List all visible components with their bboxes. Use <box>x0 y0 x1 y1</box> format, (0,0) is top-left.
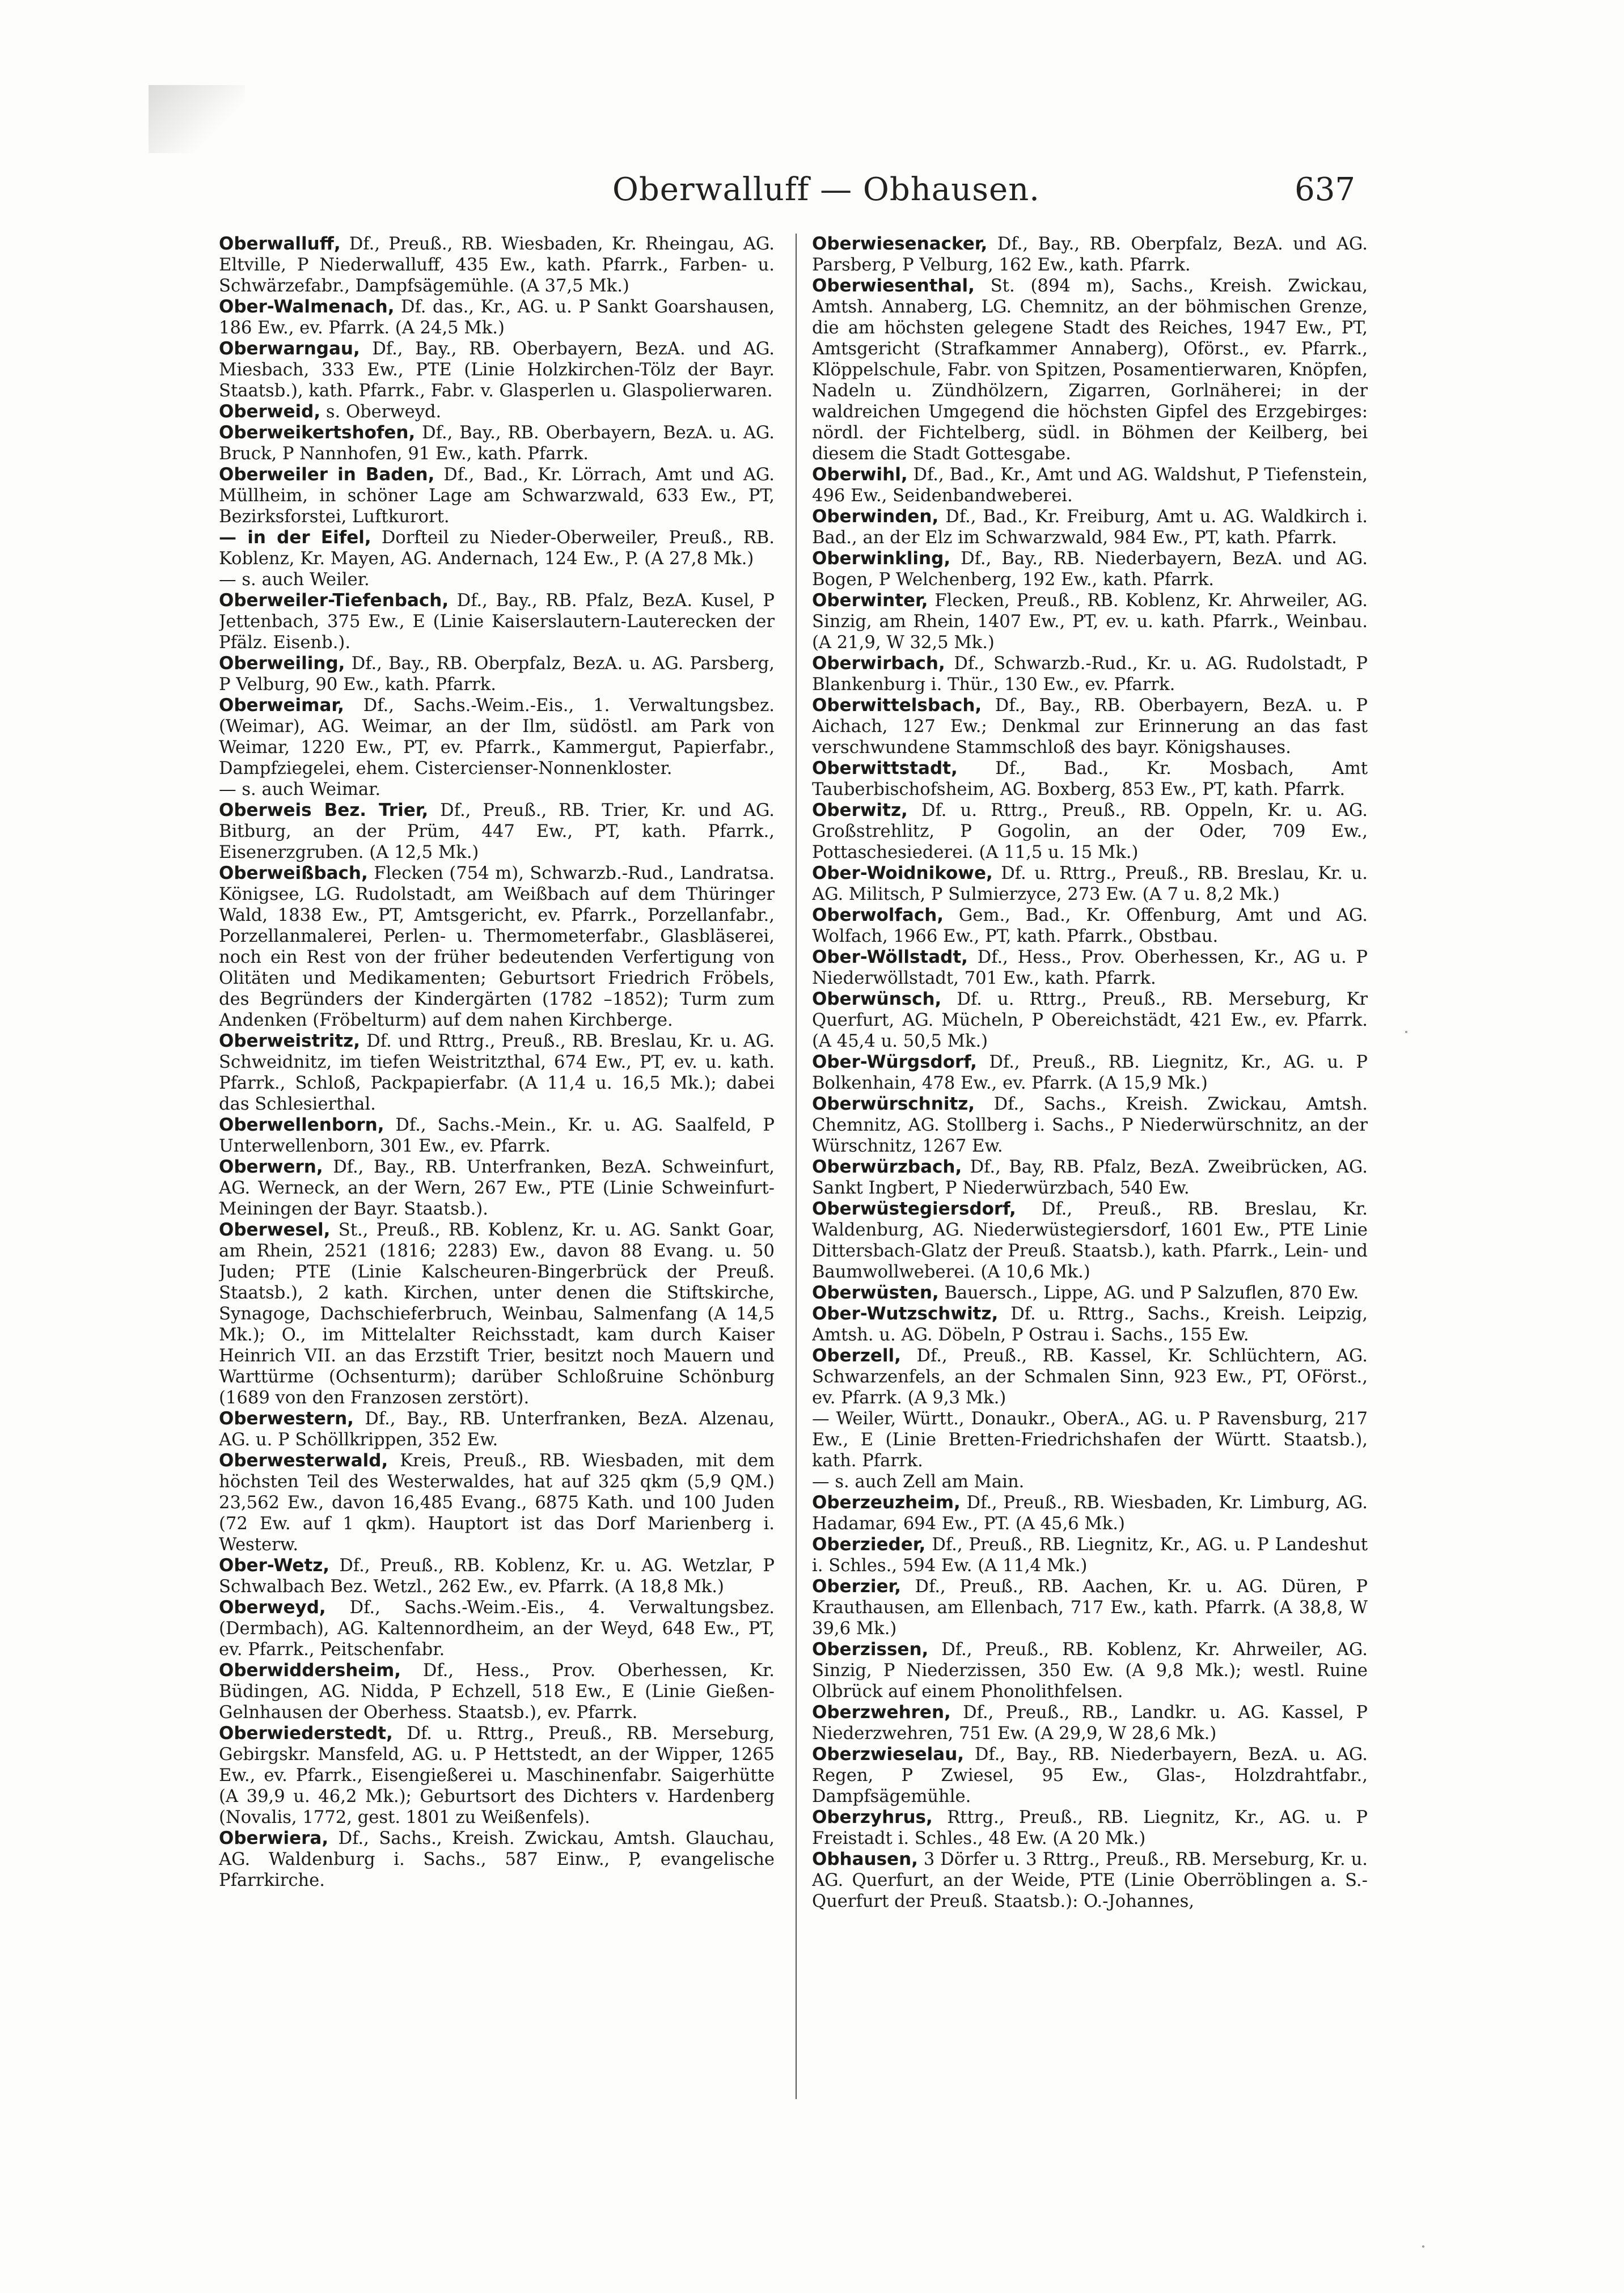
dictionary-entry <box>812 863 1368 905</box>
entry-text: Df. das., Kr., AG. u. P Sankt Goarshausen, 186 Ew., ev. Pfarrk. (A 24,5 Mk.) <box>219 297 775 338</box>
entry-headword: Ober-Wetz, <box>219 1555 330 1576</box>
dictionary-entry <box>812 548 1368 590</box>
entry-headword: Oberweis Bez. Trier, <box>219 800 429 820</box>
entry-text: St. (894 m), Sachs., Kreish. Zwickau, Amtsh. Annaberg, LG. Chemnitz, an der böhmischen Grenze, die am höchsten gelegene Stadt des Reiches, 1947 Ew., PT, Amtsgericht (Strafkammer Annaberg), Oförst., ev. Pfarrk., Klöppelschule, Fabr. von Spitzen, Posamentierwaren, Knöpfen, Nadeln u. Zündhölzern, Zigarren, Gorlnäherei; in der waldreichen Umgegend die höchsten Gipfel des Erzgebirges: nördl. der Fichtelberg, südl. in Böhmen der Keilberg, bei diesem die Stadt Gottesgabe. <box>812 276 1368 464</box>
entry-text: Gem., Bad., Kr. Offenburg, Amt und AG. Wolfach, 1966 Ew., PT, kath. Pfarrk., Obstbau. <box>812 906 1368 946</box>
entry-text: Df., Preuß., RB. Trier, Kr. und AG. Bitburg, an der Prüm, 447 Ew., PT, kath. Pfarrk., Eisenerzgruben. (A 12,5 Mk.) <box>219 801 775 862</box>
dictionary-entry <box>812 1534 1368 1576</box>
dictionary-entry <box>812 276 1368 464</box>
page-number: 637 <box>1295 171 1355 208</box>
entry-text: s. Oberweyd. <box>320 402 442 422</box>
dictionary-entry <box>812 695 1368 758</box>
dictionary-entry <box>812 464 1368 506</box>
entry-headword: Ober-Wöllstadt, <box>812 947 968 967</box>
dictionary-entry <box>812 947 1368 989</box>
entry-text: Df., Sachs., Kreish. Zwickau, Amtsh. Chemnitz, AG. Stollberg i. Sachs., P Niederwürschnitz, an der Würschnitz, 1267 Ew. <box>812 1094 1368 1156</box>
dictionary-entry <box>812 1408 1368 1471</box>
dictionary-entry <box>219 1660 775 1723</box>
entry-text: Df., Preuß., RB. Wiesbaden, Kr. Limburg, AG. Hadamar, 694 Ew., PT. (A 45,6 Mk.) <box>812 1493 1368 1534</box>
entry-headword: Oberwinden, <box>812 506 939 527</box>
entry-headword: Oberwinkling, <box>812 548 951 569</box>
entry-text: Df., Bay., RB. Oberbayern, BezA. u. AG. Bruck, P Nannhofen, 91 Ew., kath. Pfarrk. <box>219 423 775 464</box>
dictionary-entry <box>812 653 1368 695</box>
entry-text: Df., Preuß., RB. Koblenz, Kr. Ahrweiler, AG. Sinzig, P Niederzissen, 350 Ew. (A 9,8 Mk.); westl. Ruine Olbrück auf einem Phonolithfelsen. <box>812 1640 1368 1702</box>
entry-headword: Oberwern, <box>219 1157 323 1177</box>
entry-text: Df., Bay., RB. Unterfranken, BezA. Schweinfurt, AG. Werneck, an der Wern, 267 Ew., PTE (Linie Schweinfurt-Meiningen der Bayr. Staatsb.). <box>219 1157 775 1219</box>
entry-headword: Oberweid, <box>219 401 321 422</box>
entry-headword: Oberwürschnitz, <box>812 1094 975 1114</box>
entry-headword: Oberweistritz, <box>219 1031 360 1051</box>
entry-headword: Oberweiling, <box>219 653 345 674</box>
dictionary-entry <box>219 1115 775 1157</box>
entry-headword: Oberzwieselau, <box>812 1744 965 1765</box>
dictionary-entry <box>219 779 775 800</box>
entry-text: Df., Hess., Prov. Oberhessen, Kr., AG u. P Niederwöllstadt, 701 Ew., kath. Pfarrk. <box>812 947 1368 988</box>
entry-text: Df., Sachs.-Mein., Kr. u. AG. Saalfeld, P Unterwellenborn, 301 Ew., ev. Pfarrk. <box>219 1115 775 1156</box>
dictionary-entry <box>812 1283 1368 1304</box>
entry-text: — s. auch Zell am Main. <box>812 1472 1025 1492</box>
dictionary-entry <box>812 1346 1368 1408</box>
dictionary-entry <box>812 758 1368 800</box>
entry-text: Df., Sachs., Kreish. Zwickau, Amtsh. Glauchau, AG. Waldenburg i. Sachs., 587 Einw., P, evangelische Pfarrkirche. <box>219 1829 775 1890</box>
dictionary-entry <box>812 1849 1368 1912</box>
entry-text: Df., Bad., Kr. Lörrach, Amt und AG. Müllheim, in schöner Lage am Schwarzwald, 633 Ew., PT, Bezirksforstei, Luftkurort. <box>219 465 775 527</box>
dictionary-entry <box>219 863 775 1031</box>
dictionary-entry <box>219 1828 775 1891</box>
dictionary-entry <box>812 234 1368 276</box>
dictionary-entry <box>219 527 775 569</box>
dictionary-entry <box>812 905 1368 947</box>
dictionary-entry <box>812 1744 1368 1807</box>
scan-smudge <box>149 85 245 153</box>
dictionary-entry <box>219 1597 775 1660</box>
entry-headword: Ober-Wutzschwitz, <box>812 1304 999 1324</box>
entry-headword: Oberwarngau, <box>219 339 360 359</box>
entry-text: — Weiler, Württ., Donaukr., OberA., AG. u. P Ravensburg, 217 Ew., E (Linie Bretten-Friedrichshafen der Württ. Staatsb.), kath. Pfarrk. <box>812 1409 1368 1471</box>
entry-headword: Oberweikertshofen, <box>219 422 416 443</box>
entry-headword: Oberwitz, <box>812 800 908 820</box>
entry-text: Df., Bay., RB. Niederbayern, BezA. und AG. Bogen, P Welchenberg, 192 Ew., kath. Pfarrk. <box>812 549 1368 590</box>
dictionary-entry <box>219 422 775 464</box>
entry-headword: Oberwiera, <box>219 1828 329 1848</box>
entry-headword: Oberwestern, <box>219 1408 354 1429</box>
entry-text: Df., Bay., RB. Unterfranken, BezA. Alzenau, AG. u. P Schöllkrippen, 352 Ew. <box>219 1409 775 1450</box>
dictionary-entry <box>812 1639 1368 1702</box>
entry-text: Df., Sachs.-Weim.-Eis., 1. Verwaltungsbez. (Weimar), AG. Weimar, an der Ilm, südöstl. am Park von Weimar, 1220 Ew., PT, ev. Pfarrk., Kammergut, Papierfabr., Dampfziegelei, ehem. Cistercienser-Nonnenkloster. <box>219 696 775 779</box>
entry-text: Df., Hess., Prov. Oberhessen, Kr. Büdingen, AG. Nidda, P Echzell, 518 Ew., E (Linie Gießen-Gelnhausen der Oberhess. Staatsb.), ev. Pfarrk. <box>219 1661 775 1723</box>
dictionary-entry <box>812 1471 1368 1492</box>
entry-headword: Oberwüstegiersdorf, <box>812 1199 1016 1219</box>
entry-headword: Ober-Woidnikowe, <box>812 863 993 883</box>
entry-text: 3 Dörfer u. 3 Rttrg., Preuß., RB. Merseburg, Kr. u. AG. Querfurt, an der Weide, PTE (Linie Oberröblingen a. S.-Querfurt der Preuß. Staatsb.): O.-Johannes, <box>812 1850 1368 1911</box>
entry-headword: Oberzissen, <box>812 1639 929 1660</box>
entry-headword: Oberwirbach, <box>812 653 945 674</box>
entry-headword: Oberzwehren, <box>812 1702 951 1723</box>
entry-headword: Oberweiler-Tiefenbach, <box>219 590 449 611</box>
entry-text: Df., Bay., RB. Oberbayern, BezA. u. P Aichach, 127 Ew.; Denkmal zur Erinnerung an das fast verschwundene Stammschloß des bayr. Königshauses. <box>812 696 1368 758</box>
entry-headword: Oberwittstadt, <box>812 758 958 779</box>
entry-text: St., Preuß., RB. Koblenz, Kr. u. AG. Sankt Goar, am Rhein, 2521 (1816; 2283) Ew., davon 88 Evang. u. 50 Juden; PTE (Linie Kalscheuren-Bingerbrück der Preuß. Staatsb.), 2 kath. Kirchen, unter denen die Stiftskirche, Synagoge, Dachschieferbruch, Weinbau, Salmenfang (A 14,5 Mk.); O., im Mittelalter Reichsstadt, kam durch Kaiser Heinrich VII. an das Erzstift Trier, besitzt noch Mauern und Warttürme (Ochsenturm); darüber Schloßruine Schönburg (1689 von den Franzosen zerstört). <box>219 1220 775 1408</box>
entry-headword: Obhausen, <box>812 1849 918 1869</box>
entry-headword: Ober-Würgsdorf, <box>812 1052 977 1072</box>
entry-text: Df., Preuß., RB. Wiesbaden, Kr. Rheingau, AG. Eltville, P Niederwalluff, 435 Ew., kath. Pfarrk., Farben- u. Schwärzefabr., Dampfsägemühle. (A 37,5 Mk.) <box>219 234 775 296</box>
entry-text: Df., Sachs.-Weim.-Eis., 4. Verwaltungsbez. (Dermbach), AG. Kaltennordheim, an der Weyd, 648 Ew., PT, ev. Pfarrk., Peitschenfabr. <box>219 1598 775 1660</box>
entry-text: Df. u. Rttrg., Preuß., RB. Oppeln, Kr. u. AG. Großstrehlitz, P Gogolin, an der Oder, 709 Ew., Pottaschesiederei. (A 11,5 u. 15 Mk.) <box>812 801 1368 862</box>
dictionary-entry <box>219 464 775 527</box>
entry-headword: Oberwünsch, <box>812 989 942 1009</box>
entry-text: Df. u. Rttrg., Sachs., Kreish. Leipzig, Amtsh. u. AG. Döbeln, P Ostrau i. Sachs., 155 Ew. <box>812 1304 1368 1345</box>
entry-headword: Oberwihl, <box>812 464 908 485</box>
entry-headword: Oberwalluff, <box>219 234 341 254</box>
dictionary-entry <box>219 800 775 863</box>
scan-speck <box>1422 2245 1424 2248</box>
entry-headword: Oberzell, <box>812 1346 901 1366</box>
entry-text: Df. und Rttrg., Preuß., RB. Breslau, Kr. u. AG. Schweidnitz, im tiefen Weistritzthal, 674 Ew., PT, ev. u. kath. Pfarrk., Schloß, Packpapierfabr. (A 11,4 u. 16,5 Mk.); dabei das Schlesierthal. <box>219 1031 775 1114</box>
entry-text: Df., Preuß., RB., Landkr. u. AG. Kassel, P Niederzwehren, 751 Ew. (A 29,9, W 28,6 Mk.) <box>812 1703 1368 1744</box>
dictionary-entry <box>812 1199 1368 1283</box>
dictionary-entry <box>812 1702 1368 1744</box>
entry-headword: Ober-Walmenach, <box>219 297 395 317</box>
entry-headword: Oberweißbach, <box>219 863 368 883</box>
dictionary-entry <box>219 234 775 297</box>
dictionary-entry <box>812 1157 1368 1199</box>
entry-text: Df., Bad., Kr. Mosbach, Amt Tauberbischofsheim, AG. Boxberg, 853 Ew., PT, kath. Pfarrk. <box>812 759 1368 799</box>
dictionary-entry <box>812 1052 1368 1094</box>
entry-text: Rttrg., Preuß., RB. Liegnitz, Kr., AG. u. P Freistadt i. Schles., 48 Ew. (A 20 Mk.) <box>812 1808 1368 1848</box>
entry-text: Df., Schwarzb.-Rud., Kr. u. AG. Rudolstadt, P Blankenburg i. Thür., 130 Ew., ev. Pfarrk. <box>812 654 1368 695</box>
dictionary-entry <box>219 1450 775 1555</box>
right-column <box>812 234 1368 2218</box>
dictionary-entry <box>812 1807 1368 1849</box>
dictionary-entry <box>219 653 775 695</box>
entry-text: Df., Bay, RB. Pfalz, BezA. Zweibrücken, AG. Sankt Ingbert, P Niederwürzbach, 540 Ew. <box>812 1157 1368 1198</box>
dictionary-entry <box>219 695 775 779</box>
entry-text: Kreis, Preuß., RB. Wiesbaden, mit dem höchsten Teil des Westerwaldes, hat auf 325 qkm (5,9 QM.) 23,562 Ew., davon 16,485 Evang., 6875 Kath. und 100 Juden (72 Ew. auf 1 qkm). Hauptort ist das Dorf Marienberg i. Westerw. <box>219 1451 775 1555</box>
entry-headword: Oberzieder, <box>812 1534 926 1555</box>
entry-text: Bauersch., Lippe, AG. und P Salzuflen, 870 Ew. <box>938 1283 1359 1303</box>
entry-headword: Oberzyhrus, <box>812 1807 933 1827</box>
entry-headword: Oberweimar, <box>219 695 344 716</box>
dictionary-entry <box>219 569 775 590</box>
entry-headword: Oberwiddersheim, <box>219 1660 401 1681</box>
entry-headword: Oberwiesenacker, <box>812 234 988 254</box>
entry-headword: Oberwiesenthal, <box>812 276 975 296</box>
entry-text: Df., Bay., RB. Oberpfalz, BezA. und AG. Parsberg, P Velburg, 162 Ew., kath. Pfarrk. <box>812 234 1368 275</box>
entry-text: Df., Preuß., RB. Liegnitz, Kr., AG. u. P Bolkenhain, 478 Ew., ev. Pfarrk. (A 15,9 Mk.) <box>812 1052 1368 1093</box>
dictionary-entry <box>812 800 1368 863</box>
entry-headword: Oberwolfach, <box>812 905 944 925</box>
entry-text: Df., Preuß., RB. Liegnitz, Kr., AG. u. P Landeshut i. Schles., 594 Ew. (A 11,4 Mk.) <box>812 1535 1368 1576</box>
entry-text: Flecken (754 m), Schwarzb.-Rud., Landratsa. Königsee, LG. Rudolstadt, am Weißbach auf dem Thüringer Wald, 1838 Ew., PT, Amtsgericht, ev. Pfarrk., Porzellanfabr., Porzellanmalerei, Perlen- u. Thermometerfabr., Glasbläserei, noch ein Rest von der früher bedeutenden Verfertigung von Olitäten und Medikamenten; Geburtsort Friedrich Fröbels, des Begründers der Kindergärten (1782 –1852); Turm zum Andenken (Fröbelturm) auf dem nahen Kirchberge. <box>219 864 775 1030</box>
entry-headword: Oberwürzbach, <box>812 1157 962 1177</box>
running-head: Oberwalluff — Obhausen. <box>612 171 1040 208</box>
entry-text: — s. auch Weimar. <box>219 780 381 799</box>
entry-headword: Oberwinter, <box>812 590 928 611</box>
entry-text: Df., Preuß., RB. Breslau, Kr. Waldenburg, AG. Niederwüstegiersdorf, 1601 Ew., PTE Linie Dittersbach-Glatz der Preuß. Staatsb.), kath. Pfarrk., Lein- und Baumwollweberei. (A 10,6 Mk.) <box>812 1199 1368 1282</box>
dictionary-entry <box>219 1157 775 1220</box>
dictionary-entry <box>219 401 775 422</box>
page-header <box>590 171 1355 217</box>
entry-text: Df. u. Rttrg., Preuß., RB. Merseburg, Kr Querfurt, AG. Mücheln, P Obereichstädt, 421 Ew., ev. Pfarrk. (A 45,4 u. 50,5 Mk.) <box>812 989 1368 1051</box>
dictionary-entry <box>219 1408 775 1450</box>
entry-headword: Oberzeuzheim, <box>812 1492 961 1513</box>
entry-headword: Oberweiler in Baden, <box>219 464 435 485</box>
dictionary-entry <box>219 297 775 339</box>
dictionary-entry <box>219 339 775 401</box>
entry-text: — s. auch Weiler. <box>219 570 370 590</box>
entry-headword: Oberwellenborn, <box>219 1115 384 1135</box>
entry-text: Df., Preuß., RB. Kassel, Kr. Schlüchtern, AG. Schwarzenfels, an der Schmalen Sinn, 923 Ew., PT, OFörst., ev. Pfarrk. (A 9,3 Mk.) <box>812 1346 1368 1408</box>
entry-headword: Oberwittelsbach, <box>812 695 982 716</box>
dictionary-entry <box>812 590 1368 653</box>
entry-headword: Oberwiederstedt, <box>219 1723 393 1744</box>
entry-text: Df. u. Rttrg., Preuß., RB. Merseburg, Gebirgskr. Mansfeld, AG. u. P Hettstedt, an der Wipper, 1265 Ew., ev. Pfarrk., Eisengießerei u. Maschinenfabr. Saigerhütte (A 39,9 u. 46,2 Mk.); Geburtsort des Dichters v. Hardenberg (Novalis, 1772, gest. 1801 zu Weißenfels). <box>219 1724 775 1827</box>
column-divider <box>796 234 797 2099</box>
entry-text: Df., Preuß., RB. Koblenz, Kr. u. AG. Wetzlar, P Schwalbach Bez. Wetzl., 262 Ew., ev. Pfarrk. (A 18,8 Mk.) <box>219 1556 775 1597</box>
left-column <box>219 234 775 2218</box>
entry-text: Df., Bay., RB. Oberbayern, BezA. und AG. Miesbach, 333 Ew., PTE (Linie Holzkirchen-Tölz der Bayr. Staatsb.), kath. Pfarrk., Fabr. v. Glasperlen u. Glaspolierwaren. <box>219 339 775 401</box>
dictionary-entry <box>812 989 1368 1052</box>
entry-text: Df. u. Rttrg., Preuß., RB. Breslau, Kr. u. AG. Militsch, P Sulmierzyce, 273 Ew. (A 7 u. 8,2 Mk.) <box>812 864 1368 904</box>
dictionary-entry <box>219 1031 775 1115</box>
dictionary-entry <box>812 1576 1368 1639</box>
entry-headword: — in der Eifel, <box>219 527 371 548</box>
entry-text: Df., Bad., Kr., Amt und AG. Waldshut, P Tiefenstein, 496 Ew., Seidenbandweberei. <box>812 465 1368 506</box>
dictionary-entry <box>219 1555 775 1597</box>
entry-text: Df., Bay., RB. Pfalz, BezA. Kusel, P Jettenbach, 375 Ew., E (Linie Kaiserslautern-Lauterecken der Pfälz. Eisenb.). <box>219 591 775 653</box>
dictionary-entry <box>812 1304 1368 1346</box>
entry-text: Dorfteil zu Nieder-Oberweiler, Preuß., RB. Koblenz, Kr. Mayen, AG. Andernach, 124 Ew., P. (A 27,8 Mk.) <box>219 528 775 569</box>
dictionary-entry <box>812 1492 1368 1534</box>
entry-headword: Oberwesterwald, <box>219 1450 388 1471</box>
entry-headword: Oberzier, <box>812 1576 902 1597</box>
dictionary-entry <box>219 1723 775 1828</box>
entry-text: Flecken, Preuß., RB. Koblenz, Kr. Ahrweiler, AG. Sinzig, am Rhein, 1407 Ew., PT, ev. u. kath. Pfarrk., Weinbau. (A 21,9, W 32,5 Mk.) <box>812 591 1368 653</box>
dictionary-entry <box>219 1220 775 1408</box>
entry-headword: Oberwesel, <box>219 1220 331 1240</box>
dictionary-entry <box>219 590 775 653</box>
dictionary-entry <box>812 506 1368 548</box>
entry-headword: Oberwüsten, <box>812 1283 939 1303</box>
entry-text: Df., Bad., Kr. Freiburg, Amt u. AG. Waldkirch i. Bad., an der Elz im Schwarzwald, 984 Ew., PT, kath. Pfarrk. <box>812 507 1368 548</box>
entry-headword: Oberweyd, <box>219 1597 326 1618</box>
scan-speck <box>1405 1031 1407 1033</box>
entry-text: Df., Preuß., RB. Aachen, Kr. u. AG. Düren, P Krauthausen, am Ellenbach, 717 Ew., kath. Pfarrk. (A 38,8, W 39,6 Mk.) <box>812 1577 1368 1639</box>
entry-text: Df., Bay., RB. Niederbayern, BezA. u. AG. Regen, P Zwiesel, 95 Ew., Glas-, Holzdrahtfabr., Dampfsägemühle. <box>812 1745 1368 1807</box>
dictionary-entry <box>812 1094 1368 1157</box>
entry-text: Df., Bay., RB. Oberpfalz, BezA. u. AG. Parsberg, P Velburg, 90 Ew., kath. Pfarrk. <box>219 654 775 695</box>
